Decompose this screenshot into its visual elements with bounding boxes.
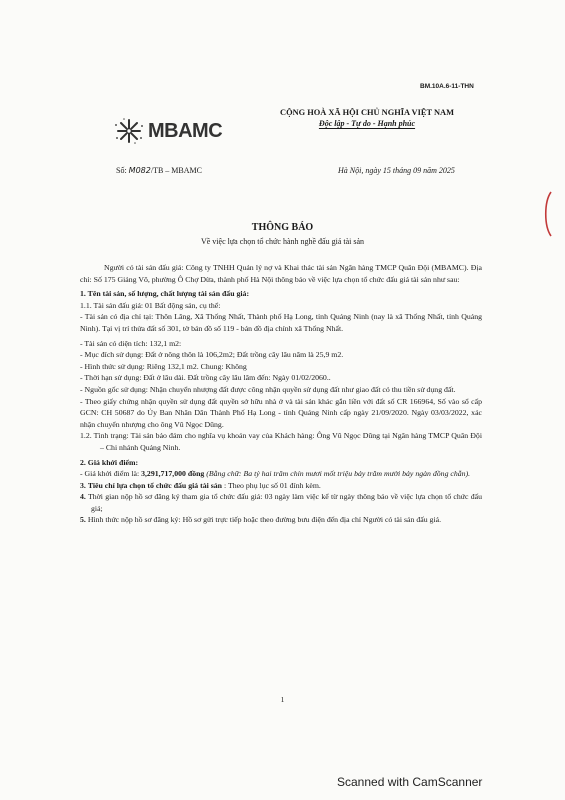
document-subtitle: Về việc lựa chọn tổ chức hành nghề đấu giá tài sản xyxy=(200,237,365,246)
scanner-watermark: Scanned with CamScanner xyxy=(337,775,483,789)
national-title: CỘNG HOÀ XÃ HỘI CHỦ NGHĨA VIỆT NAM xyxy=(280,108,454,117)
date-line: Hà Nội, ngày 15 tháng 09 năm 2025 xyxy=(338,166,455,175)
section-5 xyxy=(80,514,482,526)
star-logo-icon xyxy=(112,117,146,145)
section-1-1-area: - Tài sản có diện tích: 132,1 m2: xyxy=(80,338,182,348)
page-number: 1 xyxy=(280,695,285,704)
section-4 xyxy=(80,491,482,514)
red-seal-edge-mark xyxy=(543,190,553,238)
section-1-1-origin: - Nguồn gốc sử dụng: Nhận chuyển nhượng đất được công nhận quyền sử dụng đất như giao đất có thu tiền sử dụng đất. xyxy=(80,384,456,394)
intro-paragraph: Người có tài sản đấu giá: Công ty TNHH Quản lý nợ và Khai thác tài sản Ngân hàng TMCP Quân Đội (MBAMC). Địa chỉ: Số 175 Giảng Võ, phường Ô Chợ Dừa, thành phố Hà Nội thông báo về việc lựa chọn tổ chức đấu giá tài sản như sau: xyxy=(80,263,482,284)
document-body xyxy=(80,262,482,526)
national-header xyxy=(262,108,472,128)
logo-text: MBAMC xyxy=(148,119,223,142)
mbamc-logo xyxy=(112,116,242,146)
section-1-1-certificate: - Theo giấy chứng nhận quyền sử dụng đất quyền sở hữu nhà ở và tài sản khác gắn liền với đất số CR 166964, Số vào sổ cấp GCN: CH 50687 do Ủy Ban Nhân Dân Thành Phố Hạ Long - tỉnh Quảng Ninh cấp ngày 21/09/2020. Ngày 03/03/2022, xác nhận chuyển nhượng cho ông Vũ Ngọc Dũng. xyxy=(80,396,482,429)
price-prefix: - Giá khởi điểm là: xyxy=(80,469,142,479)
section-3 xyxy=(80,480,482,492)
section-5-num: 5. xyxy=(80,515,86,525)
section-3-num: 3. xyxy=(80,480,86,490)
form-code: BM.10A.6-11-THN xyxy=(420,83,474,90)
section-3-title: Tiêu chí lựa chọn tổ chức đấu giá tài sản xyxy=(87,480,223,490)
section-1-1-purpose: - Mục đích sử dụng: Đất ở nông thôn là 106,2m2; Đất trồng cây lâu năm là 25,9 m2. xyxy=(80,350,344,360)
section-1-1: 1.1. Tài sản đấu giá: 01 Bất động sản, cụ thể: xyxy=(80,300,221,310)
doc-number-prefix: Số: xyxy=(116,166,129,175)
section-2-title: 2. Giá khởi điểm: xyxy=(80,457,139,467)
national-motto: Độc lập - Tự do - Hạnh phúc xyxy=(318,119,416,128)
price-in-words: (Bằng chữ: Ba tỷ hai trăm chín mươi mốt triệu bảy trăm mười bảy ngàn đồng chẵn). xyxy=(204,469,471,479)
document-title: THÔNG BÁO xyxy=(251,222,314,233)
doc-number-handwritten: M082 xyxy=(128,166,151,175)
section-1-title: 1. Tên tài sản, số lượng, chất lượng tài sản đấu giá: xyxy=(80,289,250,299)
section-5-text: Hình thức nộp hồ sơ đăng ký: Hồ sơ gửi trực tiếp hoặc theo đường bưu điện đến địa chỉ Người có tài sản đấu giá. xyxy=(87,515,442,525)
section-4-text: Thời gian nộp hồ sơ đăng ký tham gia tổ chức đấu giá: 03 ngày làm việc kể từ ngày thông báo về việc lựa chọn tổ chức đấu giá; xyxy=(88,492,482,513)
section-4-num: 4. xyxy=(80,492,86,502)
section-1-2: 1.2. Tình trạng: Tài sản bảo đảm cho nghĩa vụ khoản vay của Khách hàng: Ông Vũ Ngọc Dũng tại Ngân hàng TMCP Quân Đội – Chi nhánh Quảng Ninh. xyxy=(80,431,482,452)
section-3-rest: : Theo phụ lục số 01 đính kèm. xyxy=(222,480,321,490)
section-1-1-duration: - Thời hạn sử dụng: Đất ở lâu dài. Đất trồng cây lâu lâm đến: Ngày 01/02/2060.. xyxy=(80,373,331,383)
section-1-1-address: - Tài sản có địa chỉ tại: Thôn Lãng, Xã Thống Nhất, Thành phố Hạ Long, tỉnh Quảng Ninh (nay là xã Thống Nhất, tỉnh Quảng Ninh). Tại vị trí thửa đất số 301, tờ bản đồ số 119 - bản đồ địa chính xã Thống Nhất. xyxy=(80,312,482,333)
section-1-1-form: - Hình thức sử dụng: Riêng 132,1 m2. Chung: Không xyxy=(80,361,247,371)
section-2-price xyxy=(80,468,482,480)
price-value: 3,291,717,000 đồng xyxy=(141,469,205,479)
doc-number-suffix: /TB – MBAMC xyxy=(150,166,202,175)
document-number xyxy=(116,166,202,175)
